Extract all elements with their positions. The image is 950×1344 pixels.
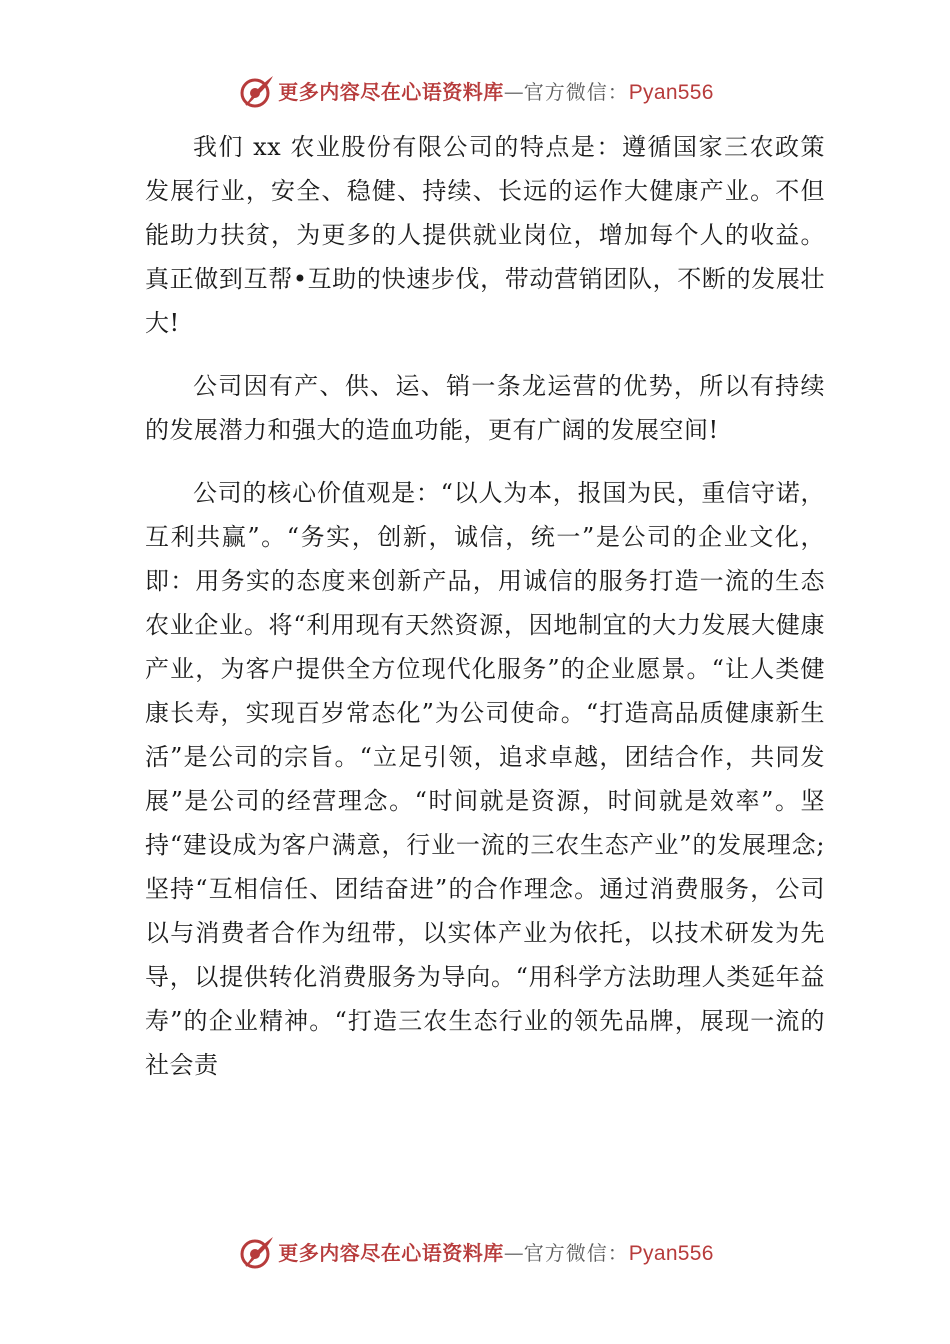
document-body: [145, 125, 825, 1087]
paragraph-company-advantages: 公司因有产、供、运、销一条龙运营的优势，所以有持续的发展潜力和强大的造血功能，更有广阔的发展空间!: [145, 372, 825, 444]
banner-account: Pyan556: [628, 80, 714, 104]
banner-official-label: 官方微信：: [523, 79, 629, 104]
paragraph-company-features: 我们 xx 农业股份有限公司的特点是：遵循国家三农政策发展行业，安全、稳健、持续、长远的运作大健康产业。不但能助力扶贫，为更多的人提供就业岗位，增加每个人的收益。真正做到互帮•互助的快速步伐，带动营销团队，不断的发展壮大!: [145, 133, 825, 337]
banner-main-text: 更多内容尽在心语资料库: [278, 79, 504, 104]
header-banner: [0, 70, 950, 114]
banner-main-text: 更多内容尽在心语资料库: [278, 1240, 504, 1265]
feather-circle-logo-icon: [236, 72, 276, 112]
banner-official-label: 官方微信：: [523, 1240, 629, 1265]
paragraph-core-values: 公司的核心价值观是：“以人为本，报国为民，重信守诺，互利共赢”。“务实，创新，诚信，统一”是公司的企业文化，即：用务实的态度来创新产品，用诚信的服务打造一流的生态农业企业。将“利用现有天然资源，因地制宜的大力发展大健康产业，为客户提供全方位现代化服务”的企业愿景。“让人类健康长寿，实现百岁常态化”为公司使命。“打造高品质健康新生活”是公司的宗旨。“立足引领，追求卓越，团结合作，共同发展”是公司的经营理念。“时间就是资源，时间就是效率”。坚持“建设成为客户满意，行业一流的三农生态产业”的发展理念;坚持“互相信任、团结奋进”的合作理念。通过消费服务，公司以与消费者合作为纽带，以实体产业为依托，以技术研发为先导，以提供转化消费服务为导向。“用科学方法助理人类延年益寿”的企业精神。“打造三农生态行业的领先品牌，展现一流的社会责: [145, 479, 825, 1079]
banner-separator: —: [503, 79, 524, 104]
footer-banner: [0, 1231, 950, 1275]
banner-separator: —: [503, 1240, 524, 1265]
feather-circle-logo-icon: [236, 1233, 276, 1273]
banner-account: Pyan556: [628, 1241, 714, 1265]
